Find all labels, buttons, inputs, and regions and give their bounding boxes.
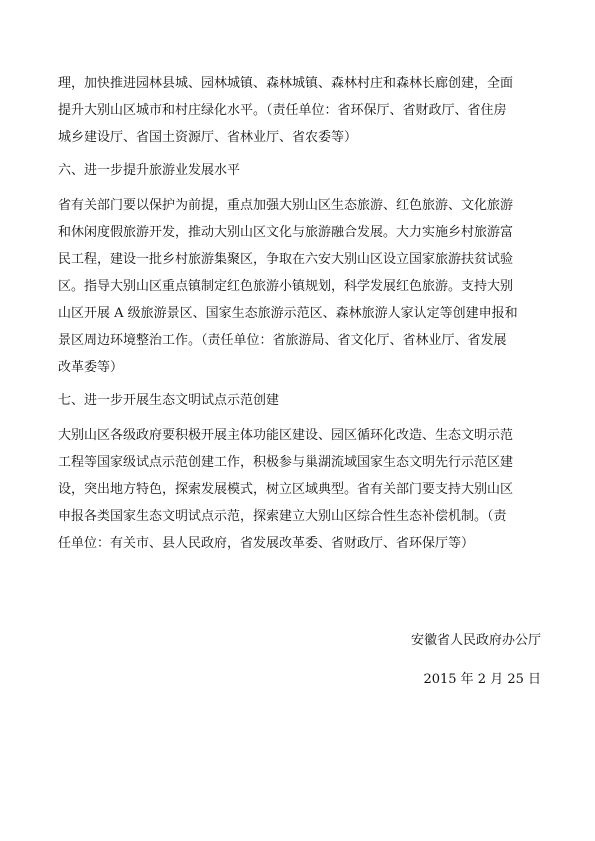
paragraph-line: 区。指导大别山区重点镇制定红色旅游小镇规划，科学发展红色旅游。支持大别: [58, 279, 514, 294]
paragraph-line: 景区周边环境整治工作。（责任单位：省旅游局、省文化厅、省林业厅、省发展: [58, 333, 507, 348]
paragraph-greening: [58, 70, 543, 151]
paragraph-ecology: [58, 422, 543, 557]
paragraph-line: 山区开展 A 级旅游景区、国家生态旅游示范区、森林旅游人家认定等创建申报和: [58, 306, 518, 321]
signature-date: 2015 年 2 月 25 日: [423, 672, 541, 687]
paragraph-line: 任单位：有关市、县人民政府，省发展改革委、省财政厅、省环保厅等）: [58, 536, 475, 551]
paragraph-line: 省有关部门要以保护为前提，重点加强大别山区生态旅游、红色旅游、文化旅游: [58, 198, 514, 213]
paragraph-line: 申报各类国家生态文明试点示范，探索建立大别山区综合性生态补偿机制。（责: [58, 509, 507, 524]
section-heading-6: 六、进一步提升旅游业发展水平: [58, 163, 241, 178]
paragraph-line: 理，加快推进园林县城、园林城镇、森林城镇、森林村庄和森林长廊创建，全面: [58, 76, 514, 91]
paragraph-line: 改革委等）: [58, 360, 124, 375]
section-heading-7: 七、进一步开展生态文明试点示范创建: [58, 393, 280, 408]
paragraph-line: 设，突出地方特色，探索发展模式，树立区域典型。省有关部门要支持大别山区: [58, 482, 514, 497]
signature-organization: 安徽省人民政府办公厅: [410, 633, 541, 648]
paragraph-line: 大别山区各级政府要积极开展主体功能区建设、园区循环化改造、生态文明示范: [58, 428, 514, 443]
paragraph-line: 民工程，建设一批乡村旅游集聚区，争取在六安大别山区设立国家旅游扶贫试验: [58, 252, 514, 267]
paragraph-line: 提升大别山区城市和村庄绿化水平。（责任单位：省环保厅、省财政厅、省住房: [58, 103, 507, 118]
paragraph-line: 和休闲度假旅游开发，推动大别山区文化与旅游融合发展。大力实施乡村旅游富: [58, 225, 514, 240]
paragraph-tourism: [58, 192, 543, 381]
paragraph-line: 工程等国家级试点示范创建工作，积极参与巢湖流域国家生态文明先行示范区建: [58, 455, 514, 470]
paragraph-line: 城乡建设厅、省国土资源厅、省林业厅、省农委等）: [58, 130, 358, 145]
